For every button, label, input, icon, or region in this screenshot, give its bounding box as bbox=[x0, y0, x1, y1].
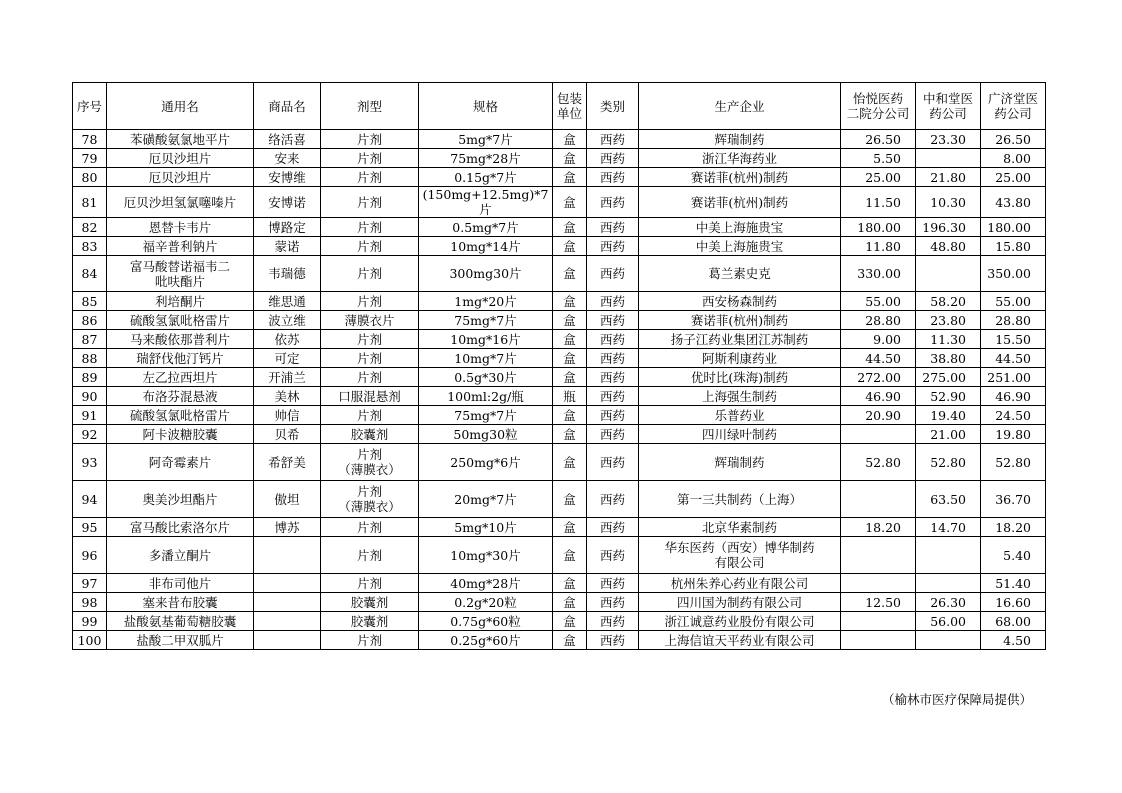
col-spec-cell: 250mg*6片 bbox=[419, 444, 553, 481]
col-brand-name-cell: 蒙诺 bbox=[254, 237, 321, 256]
col-brand-name-cell: 可定 bbox=[254, 349, 321, 368]
col-price-yiyue-cell: 180.00 bbox=[841, 218, 916, 237]
table-row bbox=[73, 237, 1046, 256]
col-manufacturer-cell: 西安杨森制药 bbox=[639, 292, 841, 311]
col-generic-name-header: 通用名 bbox=[107, 83, 254, 130]
col-category-cell: 西药 bbox=[587, 612, 639, 631]
col-brand-name-header: 商品名 bbox=[254, 83, 321, 130]
col-manufacturer-cell: 浙江华海药业 bbox=[639, 149, 841, 168]
col-brand-name-cell: 帅信 bbox=[254, 406, 321, 425]
col-dosage-form-cell: 胶囊剂 bbox=[321, 593, 419, 612]
col-price-guangjitang-cell: 19.80 bbox=[981, 425, 1046, 444]
col-manufacturer-cell: 赛诺菲(杭州)制药 bbox=[639, 168, 841, 187]
col-serial-cell: 86 bbox=[73, 311, 107, 330]
col-category-cell: 西药 bbox=[587, 631, 639, 650]
col-price-yiyue-cell: 5.50 bbox=[841, 149, 916, 168]
table-row bbox=[73, 187, 1046, 218]
table-row bbox=[73, 368, 1046, 387]
col-generic-name-cell: 阿卡波糖胶囊 bbox=[107, 425, 254, 444]
col-serial-cell: 100 bbox=[73, 631, 107, 650]
table-row bbox=[73, 292, 1046, 311]
col-price-zhonghetang-cell: 56.00 bbox=[916, 612, 981, 631]
col-category-cell: 西药 bbox=[587, 574, 639, 593]
col-package-unit-cell: 盒 bbox=[553, 130, 587, 149]
col-price-zhonghetang-cell: 52.90 bbox=[916, 387, 981, 406]
col-price-guangjitang-cell: 44.50 bbox=[981, 349, 1046, 368]
col-price-yiyue-cell: 28.80 bbox=[841, 311, 916, 330]
table-row bbox=[73, 593, 1046, 612]
col-category-cell: 西药 bbox=[587, 518, 639, 537]
col-category-cell: 西药 bbox=[587, 237, 639, 256]
col-spec-cell: 300mg30片 bbox=[419, 256, 553, 292]
col-generic-name-cell: 富马酸替诺福韦二 吡呋酯片 bbox=[107, 256, 254, 292]
col-price-zhonghetang-cell: 19.40 bbox=[916, 406, 981, 425]
col-spec-cell: 50mg30粒 bbox=[419, 425, 553, 444]
col-package-unit-cell: 盒 bbox=[553, 168, 587, 187]
col-price-guangjitang-cell: 8.00 bbox=[981, 149, 1046, 168]
col-serial-cell: 98 bbox=[73, 593, 107, 612]
col-dosage-form-cell: 片剂 bbox=[321, 349, 419, 368]
col-spec-cell: 0.25g*60片 bbox=[419, 631, 553, 650]
col-dosage-form-cell: 片剂 bbox=[321, 330, 419, 349]
col-dosage-form-cell: 片剂 bbox=[321, 237, 419, 256]
col-package-unit-cell: 盒 bbox=[553, 593, 587, 612]
col-price-yiyue-cell: 9.00 bbox=[841, 330, 916, 349]
col-price-yiyue-cell: 55.00 bbox=[841, 292, 916, 311]
col-dosage-form-cell: 片剂 bbox=[321, 218, 419, 237]
col-serial-header: 序号 bbox=[73, 83, 107, 130]
col-package-unit-cell: 盒 bbox=[553, 612, 587, 631]
col-price-yiyue-cell bbox=[841, 574, 916, 593]
col-price-guangjitang-header: 广济堂医 药公司 bbox=[981, 83, 1046, 130]
col-price-yiyue-cell: 20.90 bbox=[841, 406, 916, 425]
col-package-unit-cell: 盒 bbox=[553, 368, 587, 387]
table-row bbox=[73, 425, 1046, 444]
col-dosage-form-cell: 胶囊剂 bbox=[321, 612, 419, 631]
col-package-unit-cell: 盒 bbox=[553, 574, 587, 593]
col-manufacturer-cell: 葛兰素史克 bbox=[639, 256, 841, 292]
col-package-unit-cell: 盒 bbox=[553, 149, 587, 168]
col-package-unit-cell: 盒 bbox=[553, 631, 587, 650]
table-row bbox=[73, 481, 1046, 518]
col-dosage-form-cell: 片剂 bbox=[321, 149, 419, 168]
col-generic-name-cell: 瑞舒伐他汀钙片 bbox=[107, 349, 254, 368]
col-package-unit-cell: 盒 bbox=[553, 187, 587, 218]
col-serial-cell: 78 bbox=[73, 130, 107, 149]
col-price-guangjitang-cell: 46.90 bbox=[981, 387, 1046, 406]
col-serial-cell: 94 bbox=[73, 481, 107, 518]
table-row bbox=[73, 330, 1046, 349]
col-generic-name-cell: 盐酸氨基葡萄糖胶囊 bbox=[107, 612, 254, 631]
col-price-yiyue-cell bbox=[841, 425, 916, 444]
col-spec-cell: 0.75g*60粒 bbox=[419, 612, 553, 631]
col-manufacturer-cell: 阿斯利康药业 bbox=[639, 349, 841, 368]
col-price-yiyue-cell: 25.00 bbox=[841, 168, 916, 187]
col-manufacturer-cell: 第一三共制药（上海） bbox=[639, 481, 841, 518]
col-brand-name-cell: 波立维 bbox=[254, 311, 321, 330]
col-price-yiyue-cell: 44.50 bbox=[841, 349, 916, 368]
col-generic-name-cell: 奥美沙坦酯片 bbox=[107, 481, 254, 518]
col-manufacturer-cell: 赛诺菲(杭州)制药 bbox=[639, 187, 841, 218]
col-price-guangjitang-cell: 251.00 bbox=[981, 368, 1046, 387]
col-category-cell: 西药 bbox=[587, 187, 639, 218]
col-price-zhonghetang-cell: 11.30 bbox=[916, 330, 981, 349]
col-generic-name-cell: 恩替卡韦片 bbox=[107, 218, 254, 237]
col-spec-cell: 10mg*14片 bbox=[419, 237, 553, 256]
col-manufacturer-cell: 上海信谊天平药业有限公司 bbox=[639, 631, 841, 650]
col-brand-name-cell bbox=[254, 593, 321, 612]
col-dosage-form-cell: 胶囊剂 bbox=[321, 425, 419, 444]
table-row bbox=[73, 256, 1046, 292]
col-price-zhonghetang-cell: 10.30 bbox=[916, 187, 981, 218]
col-price-guangjitang-cell: 16.60 bbox=[981, 593, 1046, 612]
table-row bbox=[73, 574, 1046, 593]
col-price-guangjitang-cell: 68.00 bbox=[981, 612, 1046, 631]
col-price-guangjitang-cell: 43.80 bbox=[981, 187, 1046, 218]
col-generic-name-cell: 阿奇霉素片 bbox=[107, 444, 254, 481]
col-spec-header: 规格 bbox=[419, 83, 553, 130]
col-dosage-form-cell: 片剂 bbox=[321, 574, 419, 593]
table-row bbox=[73, 149, 1046, 168]
col-price-zhonghetang-cell bbox=[916, 149, 981, 168]
col-brand-name-cell bbox=[254, 631, 321, 650]
col-category-cell: 西药 bbox=[587, 368, 639, 387]
col-price-yiyue-cell: 11.80 bbox=[841, 237, 916, 256]
col-serial-cell: 79 bbox=[73, 149, 107, 168]
col-dosage-form-cell: 片剂 bbox=[321, 631, 419, 650]
col-manufacturer-cell: 赛诺菲(杭州)制药 bbox=[639, 311, 841, 330]
col-price-guangjitang-cell: 18.20 bbox=[981, 518, 1046, 537]
col-price-zhonghetang-cell: 14.70 bbox=[916, 518, 981, 537]
col-manufacturer-cell: 扬子江药业集团江苏制药 bbox=[639, 330, 841, 349]
col-dosage-form-cell: 口服混悬剂 bbox=[321, 387, 419, 406]
col-price-zhonghetang-cell: 58.20 bbox=[916, 292, 981, 311]
col-price-zhonghetang-cell bbox=[916, 631, 981, 650]
col-dosage-form-cell: 片剂 bbox=[321, 537, 419, 574]
col-serial-cell: 81 bbox=[73, 187, 107, 218]
col-price-guangjitang-cell: 55.00 bbox=[981, 292, 1046, 311]
source-note: （榆林市医疗保障局提供） bbox=[881, 692, 1032, 707]
col-package-unit-cell: 盒 bbox=[553, 218, 587, 237]
col-brand-name-cell: 博苏 bbox=[254, 518, 321, 537]
col-price-zhonghetang-cell: 23.80 bbox=[916, 311, 981, 330]
col-dosage-form-cell: 片剂 bbox=[321, 406, 419, 425]
col-dosage-form-cell: 薄膜衣片 bbox=[321, 311, 419, 330]
table-row bbox=[73, 537, 1046, 574]
col-category-cell: 西药 bbox=[587, 444, 639, 481]
col-price-guangjitang-cell: 350.00 bbox=[981, 256, 1046, 292]
col-brand-name-cell bbox=[254, 612, 321, 631]
col-spec-cell: 100ml:2g/瓶 bbox=[419, 387, 553, 406]
col-package-unit-cell: 盒 bbox=[553, 237, 587, 256]
col-price-yiyue-cell: 52.80 bbox=[841, 444, 916, 481]
col-dosage-form-cell: 片剂 bbox=[321, 130, 419, 149]
col-manufacturer-cell: 优时比(珠海)制药 bbox=[639, 368, 841, 387]
col-package-unit-cell: 盒 bbox=[553, 406, 587, 425]
col-price-yiyue-cell: 272.00 bbox=[841, 368, 916, 387]
col-category-cell: 西药 bbox=[587, 256, 639, 292]
col-price-zhonghetang-cell: 63.50 bbox=[916, 481, 981, 518]
col-serial-cell: 91 bbox=[73, 406, 107, 425]
table-header-row bbox=[73, 83, 1046, 130]
col-price-yiyue-header: 怡悦医药 二院分公司 bbox=[841, 83, 916, 130]
col-category-header: 类别 bbox=[587, 83, 639, 130]
col-manufacturer-cell: 四川国为制药有限公司 bbox=[639, 593, 841, 612]
col-price-guangjitang-cell: 24.50 bbox=[981, 406, 1046, 425]
col-serial-cell: 92 bbox=[73, 425, 107, 444]
col-price-yiyue-cell bbox=[841, 631, 916, 650]
col-price-zhonghetang-cell: 38.80 bbox=[916, 349, 981, 368]
col-spec-cell: 1mg*20片 bbox=[419, 292, 553, 311]
col-price-yiyue-cell: 11.50 bbox=[841, 187, 916, 218]
table-row bbox=[73, 406, 1046, 425]
col-category-cell: 西药 bbox=[587, 168, 639, 187]
col-spec-cell: 20mg*7片 bbox=[419, 481, 553, 518]
col-serial-cell: 87 bbox=[73, 330, 107, 349]
table-row bbox=[73, 168, 1046, 187]
col-dosage-form-cell: 片剂 （薄膜衣） bbox=[321, 481, 419, 518]
col-dosage-form-cell: 片剂 bbox=[321, 292, 419, 311]
col-category-cell: 西药 bbox=[587, 218, 639, 237]
col-generic-name-cell: 塞来昔布胶囊 bbox=[107, 593, 254, 612]
col-generic-name-cell: 厄贝沙坦氢氯噻嗪片 bbox=[107, 187, 254, 218]
col-generic-name-cell: 盐酸二甲双胍片 bbox=[107, 631, 254, 650]
table-row bbox=[73, 444, 1046, 481]
col-package-unit-cell: 盒 bbox=[553, 537, 587, 574]
col-brand-name-cell: 韦瑞德 bbox=[254, 256, 321, 292]
col-manufacturer-header: 生产企业 bbox=[639, 83, 841, 130]
col-category-cell: 西药 bbox=[587, 425, 639, 444]
col-category-cell: 西药 bbox=[587, 349, 639, 368]
col-spec-cell: 0.2g*20粒 bbox=[419, 593, 553, 612]
col-price-guangjitang-cell: 5.40 bbox=[981, 537, 1046, 574]
col-spec-cell: 40mg*28片 bbox=[419, 574, 553, 593]
col-package-unit-cell: 盒 bbox=[553, 311, 587, 330]
col-price-zhonghetang-header: 中和堂医 药公司 bbox=[916, 83, 981, 130]
col-price-yiyue-cell: 330.00 bbox=[841, 256, 916, 292]
col-serial-cell: 90 bbox=[73, 387, 107, 406]
col-price-zhonghetang-cell: 196.30 bbox=[916, 218, 981, 237]
col-serial-cell: 95 bbox=[73, 518, 107, 537]
col-brand-name-cell: 维思通 bbox=[254, 292, 321, 311]
col-category-cell: 西药 bbox=[587, 593, 639, 612]
col-manufacturer-cell: 中美上海施贵宝 bbox=[639, 218, 841, 237]
col-category-cell: 西药 bbox=[587, 387, 639, 406]
table-row bbox=[73, 518, 1046, 537]
col-package-unit-cell: 盒 bbox=[553, 518, 587, 537]
col-package-unit-cell: 盒 bbox=[553, 349, 587, 368]
col-spec-cell: 0.5mg*7片 bbox=[419, 218, 553, 237]
col-brand-name-cell: 贝希 bbox=[254, 425, 321, 444]
col-dosage-form-cell: 片剂 bbox=[321, 518, 419, 537]
col-package-unit-cell: 盒 bbox=[553, 444, 587, 481]
col-serial-cell: 89 bbox=[73, 368, 107, 387]
col-serial-cell: 96 bbox=[73, 537, 107, 574]
col-price-zhonghetang-cell: 23.30 bbox=[916, 130, 981, 149]
col-manufacturer-cell: 四川绿叶制药 bbox=[639, 425, 841, 444]
col-generic-name-cell: 硫酸氢氯吡格雷片 bbox=[107, 311, 254, 330]
col-dosage-form-cell: 片剂 bbox=[321, 168, 419, 187]
col-price-guangjitang-cell: 51.40 bbox=[981, 574, 1046, 593]
col-package-unit-cell: 盒 bbox=[553, 481, 587, 518]
col-spec-cell: (150mg+12.5mg)*7片 bbox=[419, 187, 553, 218]
col-spec-cell: 10mg*30片 bbox=[419, 537, 553, 574]
col-price-yiyue-cell bbox=[841, 612, 916, 631]
col-dosage-form-cell: 片剂 bbox=[321, 256, 419, 292]
col-generic-name-cell: 马来酸依那普利片 bbox=[107, 330, 254, 349]
col-price-yiyue-cell: 18.20 bbox=[841, 518, 916, 537]
col-generic-name-cell: 厄贝沙坦片 bbox=[107, 168, 254, 187]
col-package-unit-header: 包装 单位 bbox=[553, 83, 587, 130]
col-price-yiyue-cell bbox=[841, 481, 916, 518]
col-category-cell: 西药 bbox=[587, 292, 639, 311]
col-price-zhonghetang-cell: 48.80 bbox=[916, 237, 981, 256]
col-manufacturer-cell: 上海强生制药 bbox=[639, 387, 841, 406]
col-serial-cell: 99 bbox=[73, 612, 107, 631]
col-generic-name-cell: 富马酸比索洛尔片 bbox=[107, 518, 254, 537]
col-brand-name-cell: 安博维 bbox=[254, 168, 321, 187]
col-generic-name-cell: 福辛普利钠片 bbox=[107, 237, 254, 256]
col-manufacturer-cell: 浙江诚意药业股份有限公司 bbox=[639, 612, 841, 631]
table-row bbox=[73, 387, 1046, 406]
col-generic-name-cell: 苯磺酸氨氯地平片 bbox=[107, 130, 254, 149]
col-generic-name-cell: 布洛芬混悬液 bbox=[107, 387, 254, 406]
col-price-guangjitang-cell: 52.80 bbox=[981, 444, 1046, 481]
col-brand-name-cell bbox=[254, 537, 321, 574]
col-price-guangjitang-cell: 15.50 bbox=[981, 330, 1046, 349]
col-spec-cell: 75mg*7片 bbox=[419, 311, 553, 330]
col-category-cell: 西药 bbox=[587, 149, 639, 168]
col-category-cell: 西药 bbox=[587, 406, 639, 425]
col-serial-cell: 93 bbox=[73, 444, 107, 481]
table-row bbox=[73, 612, 1046, 631]
col-serial-cell: 85 bbox=[73, 292, 107, 311]
col-category-cell: 西药 bbox=[587, 481, 639, 518]
col-dosage-form-cell: 片剂 （薄膜衣） bbox=[321, 444, 419, 481]
col-brand-name-cell: 安来 bbox=[254, 149, 321, 168]
table-body bbox=[73, 130, 1046, 650]
col-brand-name-cell: 开浦兰 bbox=[254, 368, 321, 387]
col-generic-name-cell: 硫酸氢氯吡格雷片 bbox=[107, 406, 254, 425]
col-serial-cell: 83 bbox=[73, 237, 107, 256]
col-price-yiyue-cell bbox=[841, 537, 916, 574]
table-row bbox=[73, 349, 1046, 368]
col-manufacturer-cell: 北京华素制药 bbox=[639, 518, 841, 537]
col-brand-name-cell: 依苏 bbox=[254, 330, 321, 349]
col-price-zhonghetang-cell: 21.80 bbox=[916, 168, 981, 187]
col-dosage-form-cell: 片剂 bbox=[321, 187, 419, 218]
drug-price-table bbox=[72, 82, 1046, 650]
col-price-guangjitang-cell: 180.00 bbox=[981, 218, 1046, 237]
col-serial-cell: 84 bbox=[73, 256, 107, 292]
col-dosage-form-cell: 片剂 bbox=[321, 368, 419, 387]
col-category-cell: 西药 bbox=[587, 130, 639, 149]
col-generic-name-cell: 左乙拉西坦片 bbox=[107, 368, 254, 387]
col-spec-cell: 0.5g*30片 bbox=[419, 368, 553, 387]
col-package-unit-cell: 盒 bbox=[553, 425, 587, 444]
col-package-unit-cell: 盒 bbox=[553, 292, 587, 311]
col-price-yiyue-cell: 46.90 bbox=[841, 387, 916, 406]
col-price-zhonghetang-cell: 275.00 bbox=[916, 368, 981, 387]
col-spec-cell: 5mg*7片 bbox=[419, 130, 553, 149]
col-spec-cell: 75mg*7片 bbox=[419, 406, 553, 425]
col-price-zhonghetang-cell: 26.30 bbox=[916, 593, 981, 612]
table-row bbox=[73, 218, 1046, 237]
col-price-guangjitang-cell: 28.80 bbox=[981, 311, 1046, 330]
col-generic-name-cell: 厄贝沙坦片 bbox=[107, 149, 254, 168]
table-row bbox=[73, 631, 1046, 650]
col-package-unit-cell: 瓶 bbox=[553, 387, 587, 406]
col-package-unit-cell: 盒 bbox=[553, 256, 587, 292]
col-generic-name-cell: 多潘立酮片 bbox=[107, 537, 254, 574]
col-serial-cell: 88 bbox=[73, 349, 107, 368]
col-brand-name-cell: 络活喜 bbox=[254, 130, 321, 149]
col-category-cell: 西药 bbox=[587, 311, 639, 330]
col-package-unit-cell: 盒 bbox=[553, 330, 587, 349]
col-brand-name-cell: 希舒美 bbox=[254, 444, 321, 481]
col-manufacturer-cell: 华东医药（西安）博华制药 有限公司 bbox=[639, 537, 841, 574]
col-category-cell: 西药 bbox=[587, 537, 639, 574]
col-category-cell: 西药 bbox=[587, 330, 639, 349]
col-brand-name-cell: 安博诺 bbox=[254, 187, 321, 218]
col-manufacturer-cell: 辉瑞制药 bbox=[639, 444, 841, 481]
col-price-guangjitang-cell: 26.50 bbox=[981, 130, 1046, 149]
col-spec-cell: 5mg*10片 bbox=[419, 518, 553, 537]
col-spec-cell: 75mg*28片 bbox=[419, 149, 553, 168]
col-spec-cell: 10mg*16片 bbox=[419, 330, 553, 349]
table-row bbox=[73, 130, 1046, 149]
col-brand-name-cell: 美林 bbox=[254, 387, 321, 406]
col-price-guangjitang-cell: 36.70 bbox=[981, 481, 1046, 518]
col-manufacturer-cell: 中美上海施贵宝 bbox=[639, 237, 841, 256]
col-brand-name-cell: 傲坦 bbox=[254, 481, 321, 518]
col-price-zhonghetang-cell: 52.80 bbox=[916, 444, 981, 481]
col-manufacturer-cell: 辉瑞制药 bbox=[639, 130, 841, 149]
col-spec-cell: 10mg*7片 bbox=[419, 349, 553, 368]
col-serial-cell: 82 bbox=[73, 218, 107, 237]
col-price-guangjitang-cell: 15.80 bbox=[981, 237, 1046, 256]
col-generic-name-cell: 非布司他片 bbox=[107, 574, 254, 593]
col-price-yiyue-cell: 26.50 bbox=[841, 130, 916, 149]
table-row bbox=[73, 311, 1046, 330]
col-brand-name-cell: 博路定 bbox=[254, 218, 321, 237]
col-price-guangjitang-cell: 25.00 bbox=[981, 168, 1046, 187]
col-price-yiyue-cell: 12.50 bbox=[841, 593, 916, 612]
col-serial-cell: 80 bbox=[73, 168, 107, 187]
col-dosage-form-header: 剂型 bbox=[321, 83, 419, 130]
col-generic-name-cell: 利培酮片 bbox=[107, 292, 254, 311]
col-manufacturer-cell: 杭州朱养心药业有限公司 bbox=[639, 574, 841, 593]
col-brand-name-cell bbox=[254, 574, 321, 593]
col-price-zhonghetang-cell bbox=[916, 256, 981, 292]
col-serial-cell: 97 bbox=[73, 574, 107, 593]
col-price-zhonghetang-cell bbox=[916, 574, 981, 593]
col-price-guangjitang-cell: 4.50 bbox=[981, 631, 1046, 650]
col-price-zhonghetang-cell bbox=[916, 537, 981, 574]
col-manufacturer-cell: 乐普药业 bbox=[639, 406, 841, 425]
col-price-zhonghetang-cell: 21.00 bbox=[916, 425, 981, 444]
col-spec-cell: 0.15g*7片 bbox=[419, 168, 553, 187]
